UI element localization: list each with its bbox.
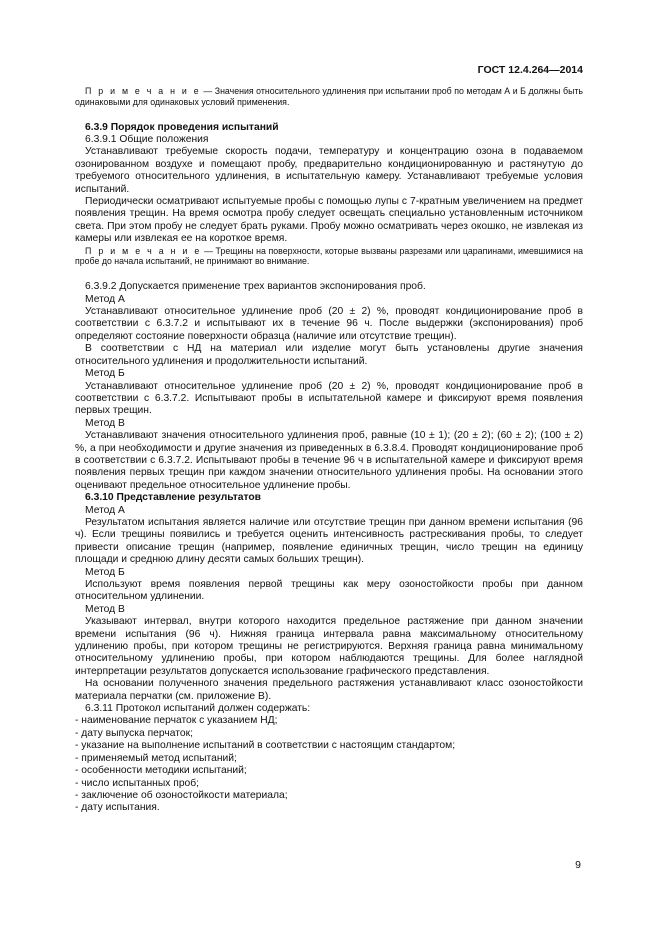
document-body [75, 86, 583, 815]
list-item: - число испытанных проб; [75, 777, 200, 789]
paragraph: На основании полученного значения предельного растяжения устанавливают класс озоностойкости материала перчатки (см. приложение В). [75, 678, 583, 702]
list-item: - дату выпуска перчаток; [75, 727, 193, 739]
paragraph: Устанавливают требуемые скорость подачи, температуру и концентрацию озона в подаваемом озонированном воздухе и помещают пробу, предварительно кондиционированную и растянутую до требуемого относительного удлинения, в испытательную камеру. Устанавливают требуемые условия испытаний. [75, 146, 583, 195]
paragraph: В соответствии с НД на материал или изделие могут быть установлены другие значения относительного удлинения и продолжительности испытаний. [75, 343, 583, 367]
section-heading-6-3-11: 6.3.11 Протокол испытаний должен содержать: [85, 703, 311, 715]
paragraph: Периодически осматривают испытуемые пробы с помощью лупы с 7-кратным увеличением на предмет появления трещин. На время осмотра пробу следует освещать специально установленным источником света. При этом пробу не следует брать руками. Пробу можно осматривать через окошко, не извлекая из камеры или извлекая ее на короткое время. [75, 196, 583, 245]
method-label-a: Метод А [85, 504, 125, 516]
paragraph: Результатом испытания является наличие или отсутствие трещин при данном времени испытания (96 ч). Если трещины появились и требуется оценить интенсивность растрескивания пробы, то следует привести описание трещин (например, появление единичных трещин, число трещин на единицу площади и среднюю длину десяти самых больших трещин). [75, 516, 583, 566]
note-label: П р и м е ч а н и е [85, 245, 202, 256]
method-label-a: Метод А [85, 293, 125, 305]
paragraph: Устанавливают относительное удлинение проб (20 ± 2) %, проводят кондиционирование проб в соответствии с 6.3.7.2. Испытывают пробы в испытательной камере и фиксируют время появления первых трещин. [75, 380, 583, 417]
list-item: - наименование перчаток с указанием НД; [75, 715, 278, 727]
method-label-b: Метод Б [85, 368, 125, 380]
paragraph: Используют время появления первой трещины как меру озоностойкости пробы при данном относительном удлинении. [75, 579, 583, 603]
note-paragraph [75, 246, 583, 268]
list-item: - заключение об озоностойкости материала; [75, 789, 288, 801]
method-label-v: Метод В [85, 417, 125, 429]
list-item: - особенности методики испытаний; [75, 765, 247, 777]
method-label-v: Метод В [85, 603, 125, 615]
paragraph: Устанавливают относительное удлинение проб (20 ± 2) %, проводят кондиционирование проб в соответствии с 6.3.7.2 и испытывают их в течение 96 ч. После выдержки (экспонирования) проб определяют состояние поверхности образца (наличие или отсутствие трещин). [75, 306, 583, 342]
section-heading-6-3-9: 6.3.9 Порядок проведения испытаний [85, 121, 279, 133]
method-label-b: Метод Б [85, 566, 125, 578]
note-label: П р и м е ч а н и е [85, 86, 201, 96]
section-heading-6-3-10: 6.3.10 Представление результатов [85, 492, 261, 504]
list-item: - указание на выполнение испытаний в соответствии с настоящим стандартом; [75, 740, 456, 752]
subsection-heading-6-3-9-2: 6.3.9.2 Допускается применение трех вариантов экспонирования проб. [85, 281, 426, 293]
list-item: - дату испытания. [75, 802, 160, 814]
paragraph: Устанавливают значения относительного удлинения проб, равные (10 ± 1); (20 ± 2); (60 ± 2); (100 ± 2) %, а при необходимости и другие значения из приведенных в 6.3.8.4. Проводят кондиционирование проб в соответствии с 6.3.7.2. Испытывают пробы в течение 96 ч в испытательной камере и фиксируют время появления первых трещин при каждом значении относительного удлинения пробы. На основании этого оценивают предельное относительное удлинение пробы. [75, 430, 583, 491]
list-item: - применяемый метод испытаний; [75, 752, 237, 764]
note-paragraph [75, 86, 583, 108]
document-id: ГОСТ 12.4.264—2014 [477, 64, 583, 76]
page-number: 9 [575, 859, 581, 871]
paragraph: Указывают интервал, внутри которого находится предельное растяжение при данном значении времени испытания (96 ч). Нижняя граница интервала равна максимальному относительному удлинению пробы, при котором трещины не регистрируются. Верхняя граница равна минимальному относительному удлинению пробы, при котором наблюдаются трещины. Для более наглядной интерпретации результатов допускается использование графического представления. [75, 616, 583, 677]
note-text: — Трещины на поверхности, которые вызваны разрезами или царапинами, имевшимися на пробе до начала испытаний, не принимают во внимание. [75, 245, 583, 267]
subsection-heading-6-3-9-1: 6.3.9.1 Общие положения [85, 134, 209, 145]
note-text: — Значения относительного удлинения при испытании проб по методам А и Б должны быть одинаковыми для одинаковых условий применения. [75, 86, 583, 107]
